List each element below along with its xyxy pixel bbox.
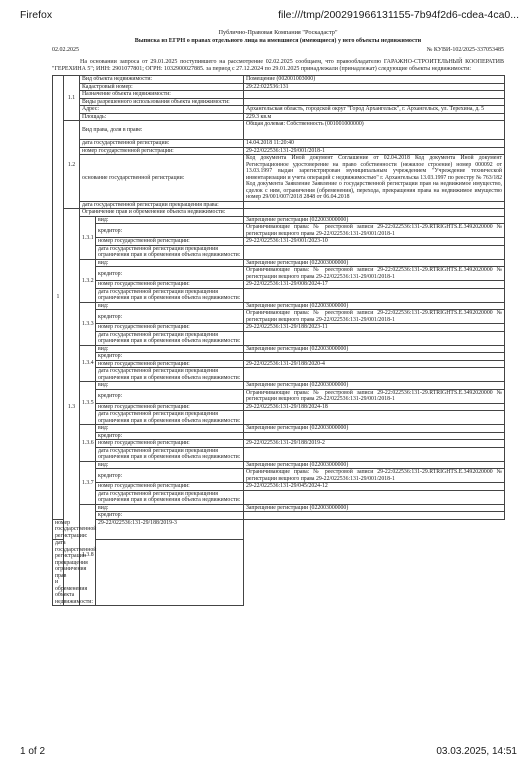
restriction-label-reg: номер государственной регистрации: (96, 403, 244, 411)
restriction-value-creditor: Ограничивающие права: № реестровой записи 29-22:022536:131-29.RTRIGHTS.E.3492020000 № регистрации вещного права 29-22/022536:131-29/001/2018-1 (244, 224, 505, 238)
table-row (53, 403, 505, 411)
restriction-label-creditor: кредитор: (96, 310, 244, 324)
table-row (53, 353, 505, 361)
restriction-value-end (244, 411, 505, 425)
document-meta (52, 47, 504, 55)
restriction-label-vid: вид: (96, 345, 244, 353)
label-restrictions: Ограничение прав и обременение объекта недвижимости: (80, 209, 244, 217)
restriction-value-vid: Запрещение регистрации (022003000000) (244, 504, 505, 512)
table-row (53, 106, 505, 114)
label-end-date: дата государственной регистрации прекращения права: (80, 201, 244, 209)
intro-paragraph: На основании запроса от 29.01.2025 поступившего на рассмотрение 02.02.2025 сообщаем, что правообладателю ГАРАЖНО-СТРОИТЕЛЬНЫЙ КООПЕРАТИВ "ГЕРЕХИНА 5"; ИНН: 2901077801; ОГРН: 1032900027885. за период с 27.12.2024 по 29.01.2025 принадлежали (принадлежат) следующие объекты недвижимости: (52, 59, 504, 72)
restriction-number: 1.3.1 (80, 216, 96, 259)
label-basis: основание государственной регистрации: (80, 155, 244, 202)
restriction-label-end: дата государственной регистрации прекращения ограничения прав и обременения объекта недвижимости: (96, 411, 244, 425)
restriction-number: 1.3.8 (80, 504, 96, 606)
page-url: file:///tmp/200291966131155-7b94f2d6-cdea-4ca0... (278, 9, 519, 21)
table-row (53, 447, 505, 461)
table-row (53, 245, 505, 259)
table-row (53, 331, 505, 345)
restriction-value-creditor: Ограничивающие права: № реестровой записи 29-22:022536:131-29.RTRIGHTS.E.3492020000 № регистрации вещного права 29-22/022536:131-29/001/2018-1 (244, 267, 505, 281)
restriction-value-vid: Запрещение регистрации (022003000000) (244, 216, 505, 224)
restriction-label-creditor: кредитор: (96, 267, 244, 281)
table-row (53, 483, 505, 491)
value-address: Архангельская область, городской округ "Город Архангельск", г. Архангельск, ул. Терехина, д. 5 (244, 106, 505, 114)
restriction-label-creditor: кредитор: (96, 353, 244, 361)
restriction-value-creditor (244, 432, 505, 440)
restriction-value-vid: Запрещение регистрации (022003000000) (244, 259, 505, 267)
table-row (53, 440, 505, 448)
value-end-date (244, 201, 505, 209)
table-row (53, 91, 505, 99)
table-row (53, 209, 505, 217)
restriction-label-vid: вид: (96, 425, 244, 433)
restriction-label-reg: номер государственной регистрации: (53, 519, 64, 540)
table-row (53, 98, 505, 106)
restriction-value-end (244, 245, 505, 259)
restriction-label-creditor: кредитор: (96, 224, 244, 238)
restriction-value-reg: 29-22/022536:131-29/045/2024-12 (244, 483, 505, 491)
value-name (244, 91, 505, 99)
table-row (53, 302, 505, 310)
restriction-value-end (244, 331, 505, 345)
restriction-number: 1.3.6 (80, 425, 96, 462)
document-number: № КУВИ-102/2025-337053485 (426, 47, 504, 54)
objects-table (52, 75, 505, 606)
print-datetime: 03.03.2025, 14:51 (436, 746, 517, 757)
restriction-number: 1.3.2 (80, 259, 96, 302)
restriction-value-creditor: Ограничивающие права: № реестровой записи 29-22:022536:131-29.RTRIGHTS.E.3492020000 № регистрации вещного права 29-22/022536:131-29/001/2018-1 (244, 389, 505, 403)
restriction-label-vid: вид: (96, 302, 244, 310)
restriction-value-vid: Запрещение регистрации (022003000000) (244, 425, 505, 433)
org-line: Публично-Правовая Компания "Роскадастр" (218, 29, 338, 36)
restriction-label-end: дата государственной регистрации прекращения ограничения прав и обременения объекта недвижимости: (96, 447, 244, 461)
label-permitted: Виды разрешенного использования объекта недвижимости: (80, 98, 244, 106)
restriction-value-vid: Запрещение регистрации (022003000000) (244, 382, 505, 390)
restriction-value-reg: 29-22/022536:131-29/001/2023-10 (244, 238, 505, 246)
value-cad: 29:22:022536:131 (244, 83, 505, 91)
table-row (53, 368, 505, 382)
restriction-value-creditor: Ограничивающие права: № реестровой записи 29-22:022536:131-29.RTRIGHTS.E.3492020000 № регистрации вещного права 29-22/022536:131-29/001/2018-1 (244, 310, 505, 324)
table-row (53, 201, 505, 209)
restriction-value-end (244, 288, 505, 302)
value-reg-date: 14.04.2018 11:20:40 (244, 140, 505, 148)
restriction-label-end: дата государственной регистрации прекращения ограничения прав и обременения объекта недвижимости: (53, 540, 64, 606)
restriction-value-reg: 29-22/022536:131-29/008/2024-17 (244, 281, 505, 289)
value-reg-num: 29-22/022536:131-29/001/2018-1 (244, 147, 505, 155)
restriction-value-vid: Запрещение регистрации (022003000000) (244, 302, 505, 310)
restriction-number: 1.3.4 (80, 345, 96, 382)
table-row (53, 224, 505, 238)
table-row (53, 512, 505, 520)
table-row (53, 147, 505, 155)
value-basis: Код документа Иной документ Соглашение от 02.04.2018 Код документа Иной документ Регистрационное удостоверение на право собственности (нежилое строение) номер 000092 от 13.03.1997 выдан зарегистрирован муниципальным учреждением "Учреждение технической инвентаризации и учета операций с недвижимостью" г. Архангельска 13.03.1997 по реестру № 763/182 Код документа Заявление Заявление о государственной регистрации прав на недвижимое имущество, сделок с ним, ограничения (обременения), перехода, прекращения права на недвижимое имущество номер 29/001/007/2018 2848 от 06.04.2018 (244, 155, 505, 202)
label-reg-num: номер государственной регистрации: (80, 147, 244, 155)
restriction-value-vid: Запрещение регистрации (022003000000) (244, 461, 505, 469)
document (52, 30, 504, 606)
restriction-label-reg: номер государственной регистрации: (96, 360, 244, 368)
restriction-value-reg: 29-22/022536:131-29/188/2023-11 (244, 324, 505, 332)
restriction-label-reg: номер государственной регистрации: (96, 440, 244, 448)
table-row (53, 411, 505, 425)
section-number-1-1: 1.1 (64, 76, 80, 121)
table-row (53, 310, 505, 324)
table-row (53, 432, 505, 440)
table-row (53, 389, 505, 403)
value-restrictions (244, 209, 505, 217)
table-row (53, 490, 505, 504)
table-row (53, 461, 505, 469)
restriction-label-end: дата государственной регистрации прекращения ограничения прав и обременения объекта недвижимости: (96, 490, 244, 504)
page-indicator: 1 of 2 (20, 746, 46, 757)
table-row (53, 121, 505, 140)
restriction-label-end: дата государственной регистрации прекращения ограничения прав и обременения объекта недвижимости: (96, 245, 244, 259)
restriction-label-creditor: кредитор: (96, 469, 244, 483)
table-row (53, 281, 505, 289)
table-row (53, 83, 505, 91)
restriction-label-reg: номер государственной регистрации: (96, 483, 244, 491)
restriction-value-creditor (244, 353, 505, 361)
restriction-value-reg: 29-22/022536:131-29/188/2019-3 (96, 519, 244, 540)
value-area: 229.3 кв.м (244, 113, 505, 121)
row-number-1: 1 (53, 76, 64, 520)
restriction-label-end: дата государственной регистрации прекращения ограничения прав и обременения объекта недвижимости: (96, 288, 244, 302)
restriction-label-vid: вид: (96, 259, 244, 267)
label-name: Назначение объекта недвижимости: (80, 91, 244, 99)
label-reg-date: дата государственной регистрации: (80, 140, 244, 148)
browser-name: Firefox (20, 9, 53, 21)
restriction-label-vid: вид: (96, 504, 244, 512)
restriction-value-creditor: Ограничивающие права: № реестровой записи 29-22:022536:131-29.RTRIGHTS.E.3492020000 № регистрации вещного права 29-22/022536:131-29/001/2018-1 (244, 469, 505, 483)
table-row (53, 360, 505, 368)
restriction-value-reg: 29-22/022536:131-29/188/2024-18 (244, 403, 505, 411)
table-row (53, 113, 505, 121)
table-row (53, 259, 505, 267)
restriction-label-end: дата государственной регистрации прекращения ограничения прав и обременения объекта недвижимости: (96, 331, 244, 345)
table-row (53, 267, 505, 281)
restriction-label-vid: вид: (96, 382, 244, 390)
restriction-number: 1.3.7 (80, 461, 96, 504)
label-address: Адрес: (80, 106, 244, 114)
section-number-1-2: 1.2 (64, 121, 80, 209)
table-row (53, 155, 505, 202)
restriction-value-end (244, 490, 505, 504)
table-row (53, 382, 505, 390)
label-cad: Кадастровый номер: (80, 83, 244, 91)
restriction-value-end (96, 540, 244, 606)
restriction-value-end (244, 368, 505, 382)
restriction-value-end (244, 447, 505, 461)
table-row (53, 216, 505, 224)
table-row (53, 345, 505, 353)
restriction-value-vid: Запрещение регистрации (022003000000) (244, 345, 505, 353)
restriction-label-end: дата государственной регистрации прекращения ограничения прав и обременения объекта недвижимости: (96, 368, 244, 382)
label-type: Вид объекта недвижимости: (80, 76, 244, 84)
table-row (53, 288, 505, 302)
restriction-label-reg: номер государственной регистрации: (96, 281, 244, 289)
browser-print-header (20, 6, 519, 24)
restriction-value-reg: 29-22/022536:131-29/188/2020-4 (244, 360, 505, 368)
table-row (53, 140, 505, 148)
label-area: Площадь: (80, 113, 244, 121)
restriction-label-vid: вид: (96, 216, 244, 224)
table-row (53, 469, 505, 483)
table-row (53, 324, 505, 332)
table-row (53, 540, 505, 606)
restriction-label-creditor: кредитор: (96, 389, 244, 403)
table-row (53, 519, 505, 540)
restriction-value-creditor (244, 512, 505, 520)
document-date: 02.02.2025 (52, 47, 79, 54)
table-row (53, 76, 505, 84)
section-number-1-3: 1.3 (64, 209, 80, 606)
restriction-label-reg: номер государственной регистрации: (96, 238, 244, 246)
restriction-label-reg: номер государственной регистрации: (96, 324, 244, 332)
value-permitted (244, 98, 505, 106)
table-row (53, 425, 505, 433)
restriction-value-reg: 29-22/022536:131-29/188/2019-2 (244, 440, 505, 448)
table-row (53, 504, 505, 512)
label-rights: Вид права, доля в праве: (80, 121, 244, 140)
restriction-number: 1.3.5 (80, 382, 96, 425)
value-type: Помещение (002001003000) (244, 76, 505, 84)
restriction-label-creditor: кредитор: (96, 512, 244, 520)
browser-print-footer (20, 746, 517, 762)
restriction-label-vid: вид: (96, 461, 244, 469)
document-title: Выписка из ЕГРН о правах отдельного лица на имевшиеся (имеющиеся) у него объекты недвижимости (134, 37, 422, 44)
value-rights: Общая долевая: Собственность (001001000000) (244, 121, 505, 140)
restriction-label-creditor: кредитор: (96, 432, 244, 440)
restriction-number: 1.3.3 (80, 302, 96, 345)
table-row (53, 238, 505, 246)
